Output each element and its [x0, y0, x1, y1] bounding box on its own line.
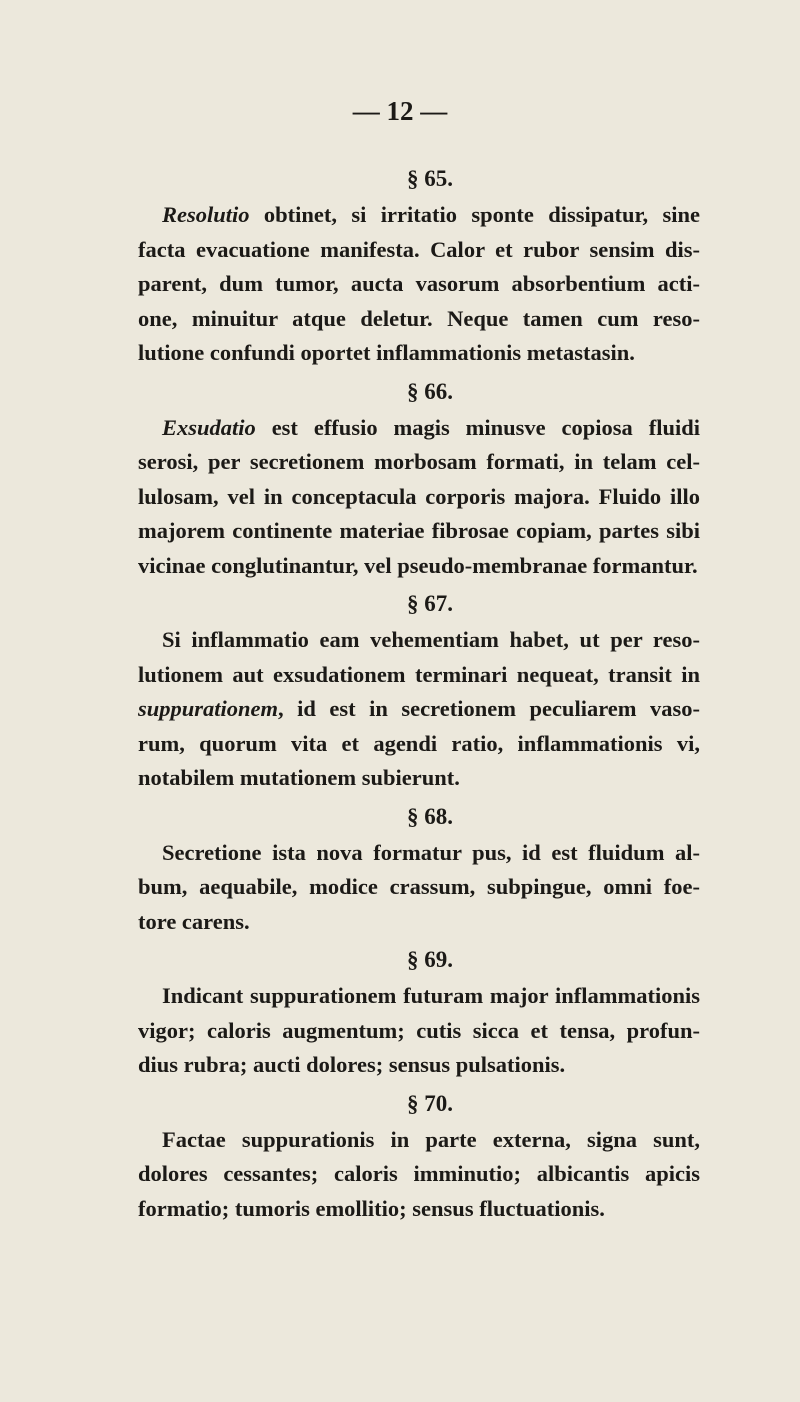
italic-term: Resolutio [162, 202, 250, 227]
text-line: facta evacuatione manifesta. Calor et rubor sensim dis- [138, 236, 700, 262]
section-heading: § 67. [407, 591, 453, 616]
text-line: Si inflammatio eam vehementiam habet, ut per reso- [162, 627, 700, 652]
italic-term: suppurationem [138, 696, 279, 721]
text-line: Factae suppurationis in parte externa, signa sunt, [162, 1126, 700, 1152]
paragraph [138, 623, 700, 796]
text-line: dolores cessantes; caloris imminutio; albicantis apicis [138, 1161, 700, 1186]
paragraph [138, 979, 700, 1083]
text-line: dius rubra; aucti dolores; sensus pulsationis. [138, 1052, 566, 1077]
text-line: Resolutio obtinet, si irritatio sponte dissipatur, sine [162, 202, 700, 227]
text-line: serosi, per secretionem morbosam formati, in telam cel- [138, 449, 700, 474]
section-heading: § 68. [407, 803, 453, 829]
text-line: vicinae conglutinantur, vel pseudo-membranae formantur. [138, 552, 698, 578]
section-heading: § 66. [407, 378, 453, 404]
page-number: — 12 — [352, 96, 448, 126]
section-heading: § 69. [407, 947, 453, 972]
text-line: parent, dum tumor, aucta vasorum absorbentium acti- [138, 271, 700, 296]
section-heading: § 65. [407, 166, 453, 191]
text-line: bum, aequabile, modice crassum, subpingue, omni foe- [138, 874, 700, 899]
italic-term: Exsudatio [162, 414, 256, 440]
text-line: tore carens. [138, 908, 250, 934]
paragraph [138, 1123, 700, 1227]
text-line: rum, quorum vita et agendi ratio, inflammationis vi, [138, 730, 700, 756]
paragraph [138, 836, 700, 940]
text-line: vigor; caloris augmentum; cutis sicca et tensa, profun- [138, 1017, 700, 1043]
text-line: Indicant suppurationem futuram major inflammationis [162, 983, 700, 1008]
paragraph [138, 411, 700, 584]
text-line: one, minuitur atque deletur. Neque tamen cum reso- [138, 305, 700, 331]
section-heading: § 70. [407, 1090, 453, 1116]
text-line: majorem continente materiae fibrosae copiam, partes sibi [138, 518, 700, 543]
text-line: lutione confundi oportet inflammationis metastasin. [138, 340, 635, 365]
text-line: lutionem aut exsudationem terminari nequeat, transit in [138, 661, 700, 687]
text-body [138, 160, 700, 1228]
text-line: formatio; tumoris emollitio; sensus fluctuationis. [138, 1195, 605, 1221]
text-line: notabilem mutationem subierunt. [138, 765, 460, 790]
text-line: lulosam, vel in conceptacula corporis majora. Fluido illo [138, 483, 700, 509]
paragraph [138, 198, 700, 371]
text-line: suppurationem, id est in secretionem peculiarem vaso- [138, 696, 700, 721]
text-line: Secretione ista nova formatur pus, id est fluidum al- [162, 839, 700, 865]
text-line: Exsudatio est effusio magis minusve copiosa fluidi [162, 414, 700, 440]
